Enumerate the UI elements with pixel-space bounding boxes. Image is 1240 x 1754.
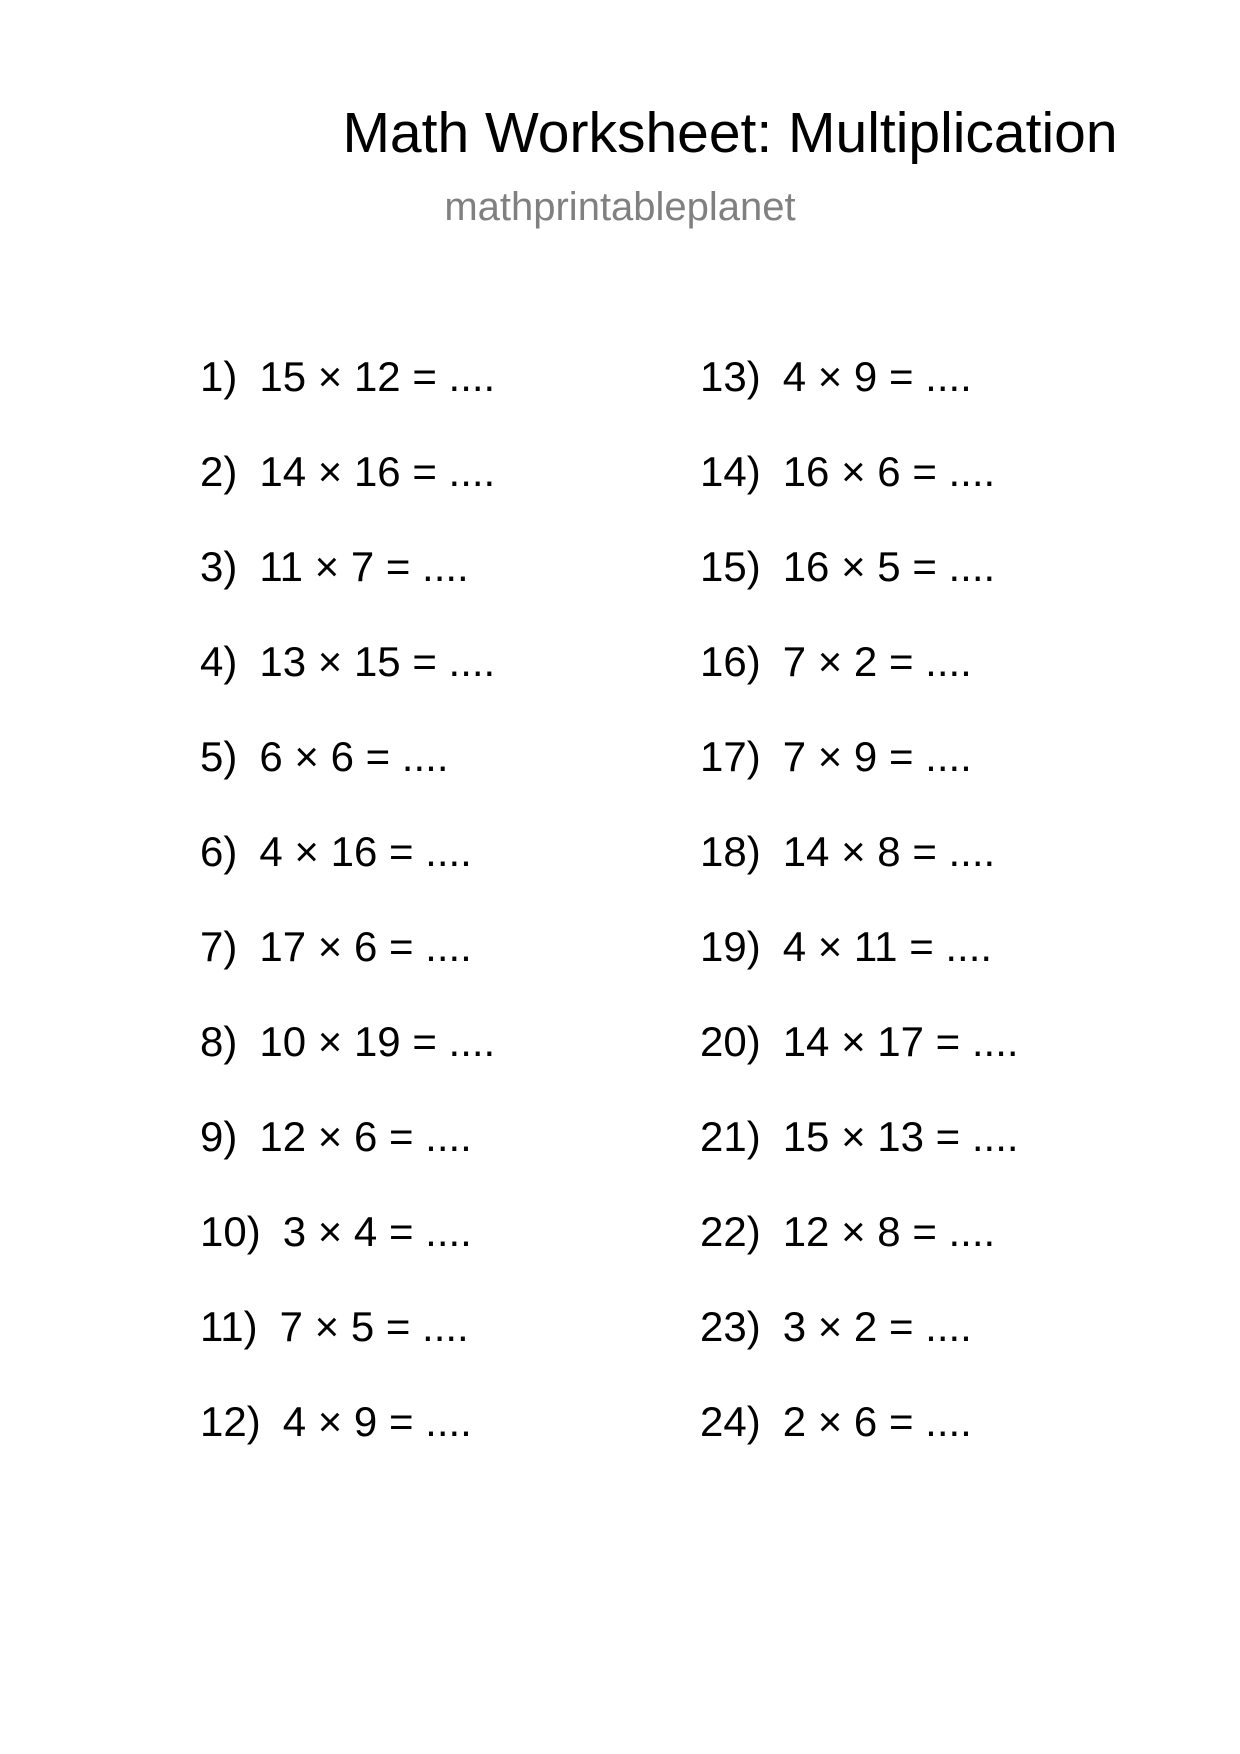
problem-item <box>700 1393 1019 1488</box>
problem-expression: 7 × 2 = .... <box>782 638 972 685</box>
problem-number: 16) <box>700 638 761 685</box>
page-title: Math Worksheet: Multiplication <box>342 101 1118 165</box>
problem-number: 7) <box>200 923 238 970</box>
problem-item <box>200 443 495 538</box>
problem-number: 20) <box>700 1018 761 1065</box>
problem-number: 11) <box>200 1303 258 1350</box>
problem-item <box>700 633 1019 728</box>
problem-item <box>200 633 495 728</box>
problem-number: 8) <box>200 1018 238 1065</box>
problem-item <box>700 728 1019 823</box>
problem-number: 5) <box>200 733 238 780</box>
problem-item <box>700 1013 1019 1108</box>
problem-number: 21) <box>700 1113 761 1160</box>
problem-expression: 4 × 9 = .... <box>782 353 972 400</box>
problem-expression: 4 × 9 = .... <box>282 1398 472 1445</box>
problem-item <box>700 1203 1019 1298</box>
problem-expression: 14 × 16 = .... <box>259 448 496 495</box>
problem-number: 10) <box>200 1208 261 1255</box>
problem-list-left <box>200 348 495 1488</box>
problem-number: 9) <box>200 1113 238 1160</box>
problem-expression: 3 × 2 = .... <box>782 1303 972 1350</box>
problem-number: 15) <box>700 543 761 590</box>
problem-item <box>700 1108 1019 1203</box>
problem-item <box>700 443 1019 538</box>
problem-number: 14) <box>700 448 761 495</box>
problem-expression: 11 × 7 = .... <box>259 543 469 590</box>
page-subtitle: mathprintableplanet <box>444 185 796 229</box>
problem-expression: 14 × 17 = .... <box>782 1018 1019 1065</box>
problem-expression: 7 × 5 = .... <box>279 1303 469 1350</box>
problem-number: 6) <box>200 828 238 875</box>
problem-expression: 7 × 9 = .... <box>782 733 972 780</box>
problem-item <box>200 538 495 633</box>
problem-item <box>200 728 495 823</box>
problem-expression: 6 × 6 = .... <box>259 733 449 780</box>
problem-item <box>200 1298 495 1393</box>
problem-expression: 16 × 5 = .... <box>782 543 996 590</box>
problem-item <box>200 1393 495 1488</box>
problem-expression: 4 × 16 = .... <box>259 828 472 875</box>
problem-expression: 13 × 15 = .... <box>259 638 496 685</box>
problem-item <box>700 823 1019 918</box>
problem-item <box>200 348 495 443</box>
problem-item <box>700 538 1019 633</box>
problem-item <box>200 823 495 918</box>
problem-expression: 16 × 6 = .... <box>782 448 996 495</box>
problem-item <box>700 348 1019 443</box>
problem-number: 3) <box>200 543 238 590</box>
problem-item <box>700 1298 1019 1393</box>
problem-expression: 3 × 4 = .... <box>282 1208 472 1255</box>
problem-expression: 17 × 6 = .... <box>259 923 472 970</box>
problem-number: 23) <box>700 1303 761 1350</box>
problem-number: 17) <box>700 733 761 780</box>
problem-expression: 12 × 6 = .... <box>259 1113 472 1160</box>
problem-number: 2) <box>200 448 238 495</box>
problem-expression: 4 × 11 = .... <box>782 923 993 970</box>
problem-expression: 14 × 8 = .... <box>782 828 996 875</box>
problem-item <box>700 918 1019 1013</box>
problem-item <box>200 1108 495 1203</box>
problem-expression: 2 × 6 = .... <box>782 1398 972 1445</box>
problem-expression: 10 × 19 = .... <box>259 1018 496 1065</box>
problem-number: 24) <box>700 1398 761 1445</box>
problem-list-right <box>700 348 1019 1488</box>
problem-item <box>200 1203 495 1298</box>
problem-expression: 12 × 8 = .... <box>782 1208 996 1255</box>
problem-expression: 15 × 13 = .... <box>782 1113 1019 1160</box>
problem-number: 4) <box>200 638 238 685</box>
problem-number: 22) <box>700 1208 761 1255</box>
problem-number: 1) <box>200 353 238 400</box>
problem-item <box>200 1013 495 1108</box>
problem-number: 12) <box>200 1398 261 1445</box>
problem-number: 13) <box>700 353 761 400</box>
problem-number: 19) <box>700 923 761 970</box>
problem-expression: 15 × 12 = .... <box>259 353 496 400</box>
problem-number: 18) <box>700 828 761 875</box>
problem-item <box>200 918 495 1013</box>
